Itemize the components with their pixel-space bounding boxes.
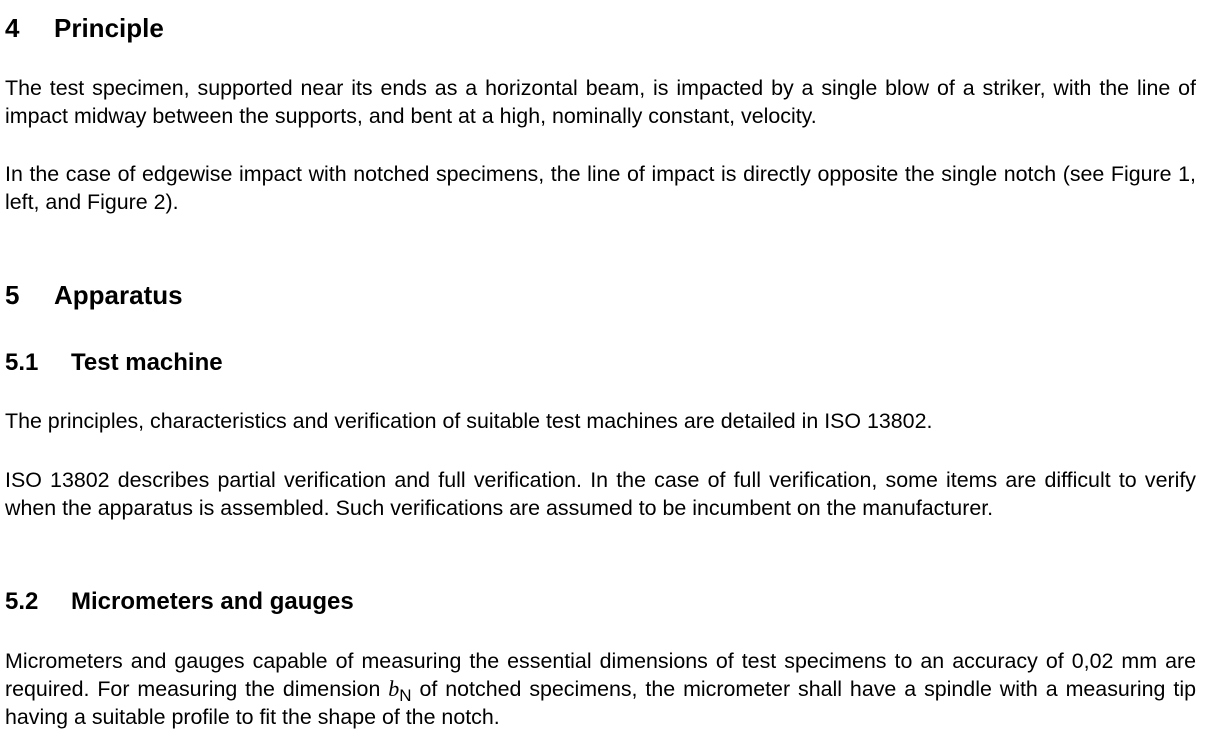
dimension-symbol-subscript: N	[399, 686, 412, 705]
section-4-heading	[5, 13, 164, 43]
section-5-2-title: Micrometers and gauges	[71, 588, 354, 615]
section-5-number: 5	[5, 280, 20, 310]
section-4-number: 4	[5, 13, 20, 43]
section-5-title: Apparatus	[54, 280, 183, 310]
section-5-2-paragraph-1	[5, 647, 1196, 731]
section-5-1-number: 5.1	[5, 349, 39, 376]
dimension-symbol-letter: b	[388, 676, 400, 701]
section-5-2-heading	[5, 588, 354, 616]
section-5-1-heading	[5, 349, 223, 377]
section-4-paragraph-1: The test specimen, supported near its ends as a horizontal beam, is impacted by a single blow of a striker, with the line of impact midway between the supports, and bent at a high, nominally constant, velocity.	[5, 76, 1196, 128]
section-5-2-text-before: Micrometers and gauges capable of measuring the essential dimensions of test specimens to an accuracy of 0,02 mm are required. For measuring the dimension	[5, 649, 1196, 701]
section-5-1-paragraph-1: The principles, characteristics and verification of suitable test machines are detailed in ISO 13802.	[5, 409, 933, 433]
section-5-2-number: 5.2	[5, 588, 39, 615]
section-5-1-paragraph-2: ISO 13802 describes partial verification and full verification. In the case of full verification, some items are difficult to verify when the apparatus is assembled. Such verifications are assumed to be incumbent on the manufacturer.	[5, 468, 1196, 520]
dimension-symbol	[388, 676, 412, 705]
section-5-2-text-after: of notched specimens, the micrometer shall have a spindle with a measuring tip having a suitable profile to fit the shape of the notch.	[5, 677, 1196, 729]
section-4-paragraph-2: In the case of edgewise impact with notched specimens, the line of impact is directly opposite the single notch (see Figure 1, left, and Figure 2).	[5, 162, 1196, 214]
section-5-1-title: Test machine	[71, 349, 223, 376]
section-4-title: Principle	[54, 13, 164, 43]
section-5-heading	[5, 280, 183, 310]
